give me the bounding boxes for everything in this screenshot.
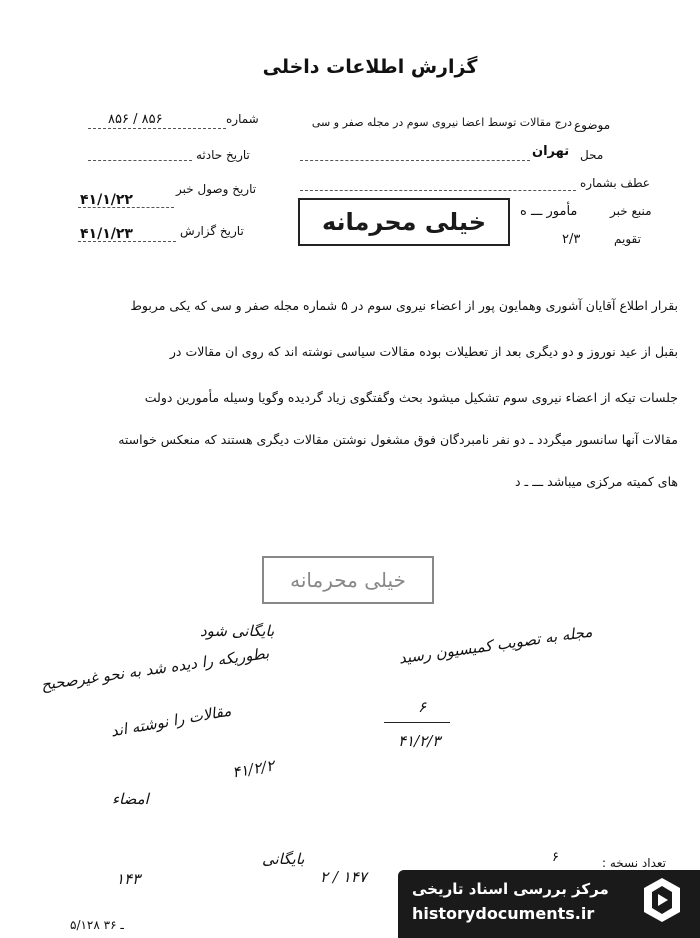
- report-date-value: ۴۱/۱/۲۳: [80, 226, 133, 242]
- reference-line: [300, 190, 576, 191]
- subject-value: درج مقالات توسط اعضا نیروی سوم در مجله صفر و سی: [311, 116, 572, 129]
- handwritten-date-left: ۴۱/۲/۲: [230, 756, 276, 782]
- report-date-label: تاریخ گزارش: [180, 224, 244, 238]
- evaluation-value: ۲/۳: [562, 232, 581, 247]
- handwritten-signature-left: امضاء: [112, 790, 149, 808]
- handwritten-note-archive: بایگانی شود: [200, 622, 275, 640]
- subject-label: موضوع: [574, 118, 611, 132]
- receipt-date-line: [78, 207, 174, 208]
- report-title: گزارش اطلاعات داخلی: [262, 56, 478, 78]
- receipt-date-label: تاریخ وصول خبر: [176, 182, 257, 196]
- receipt-date-value: ۴۱/۱/۲۲: [80, 192, 133, 208]
- incident-date-line: [88, 160, 192, 161]
- body-line-1: بقرار اطلاع آقایان آشوری وهمایون پور از اعضاء نیروی سوم در ۵ شماره مجله صفر و سی که یکی مربوط: [130, 298, 678, 313]
- handwritten-number-right: ۶: [418, 698, 427, 716]
- handwritten-fraction-2: ۲ / ۱۴۷: [320, 868, 367, 886]
- location-value: تهران: [532, 144, 570, 159]
- handwritten-note-right: مجله به تصویب کمیسیون رسید: [397, 622, 594, 668]
- watermark-title: مرکز بررسی اسناد تاریخی: [412, 880, 609, 898]
- body-line-3: جلسات تیکه از اعضاء نیروی سوم تشکیل میشود بحث وگفتگوی زیاد گردیده وگویا وسیله مأمورین دولت: [144, 390, 678, 405]
- archive-logo-icon: [638, 874, 686, 926]
- faded-classification-stamp: خیلی محرمانه: [262, 556, 434, 604]
- handwritten-bottom-note: بایگانی: [262, 850, 305, 868]
- body-line-4: مقالات آنها سانسور میگردد ـ دو نفر نامبردگان فوق مشغول نوشتن مقالات دیگری هستند که منعکس خواسته: [118, 432, 678, 447]
- archive-code: ۵/۱۲۸ ـ ۳۶: [70, 918, 124, 932]
- body-line-5: های کمیته مرکزی میباشد ـــ ـ د: [515, 474, 678, 489]
- source-value: مأمور ـــ ه: [520, 204, 578, 219]
- handwritten-note-3: مقالات را نوشته اند: [109, 701, 233, 741]
- copies-value: ۶: [552, 850, 559, 865]
- number-line: [88, 128, 226, 129]
- number-label: شماره: [226, 112, 259, 126]
- handwritten-note-2: بطوریکه را دیده شد به نحو غیرصحیح: [39, 644, 271, 694]
- body-line-2: بقبل از عید نوروز و دو دیگری بعد از تعطیلات بوده مقالات سیاسی نوشته اند که روی ان مقالات در: [169, 344, 678, 359]
- number-value: ۸۵۶ / ۸۵۶: [108, 112, 163, 127]
- location-line: [300, 160, 530, 161]
- source-label: منبع خبر: [610, 204, 652, 218]
- copies-label: تعداد نسخه :: [602, 856, 667, 870]
- handwritten-date-right: ۴۱/۲/۳: [398, 732, 441, 750]
- handwritten-fraction-1: ۱۴۳: [116, 870, 141, 888]
- classification-stamp: خیلی محرمانه: [298, 198, 510, 246]
- evaluation-label: تقویم: [614, 232, 641, 246]
- reference-label: عطف بشماره: [580, 176, 650, 190]
- incident-date-label: تاریخ حادثه: [196, 148, 250, 162]
- handwritten-rule: [384, 722, 450, 723]
- watermark-url: historydocuments.ir: [412, 904, 595, 923]
- report-date-line: [78, 241, 176, 242]
- location-label: محل: [580, 148, 604, 162]
